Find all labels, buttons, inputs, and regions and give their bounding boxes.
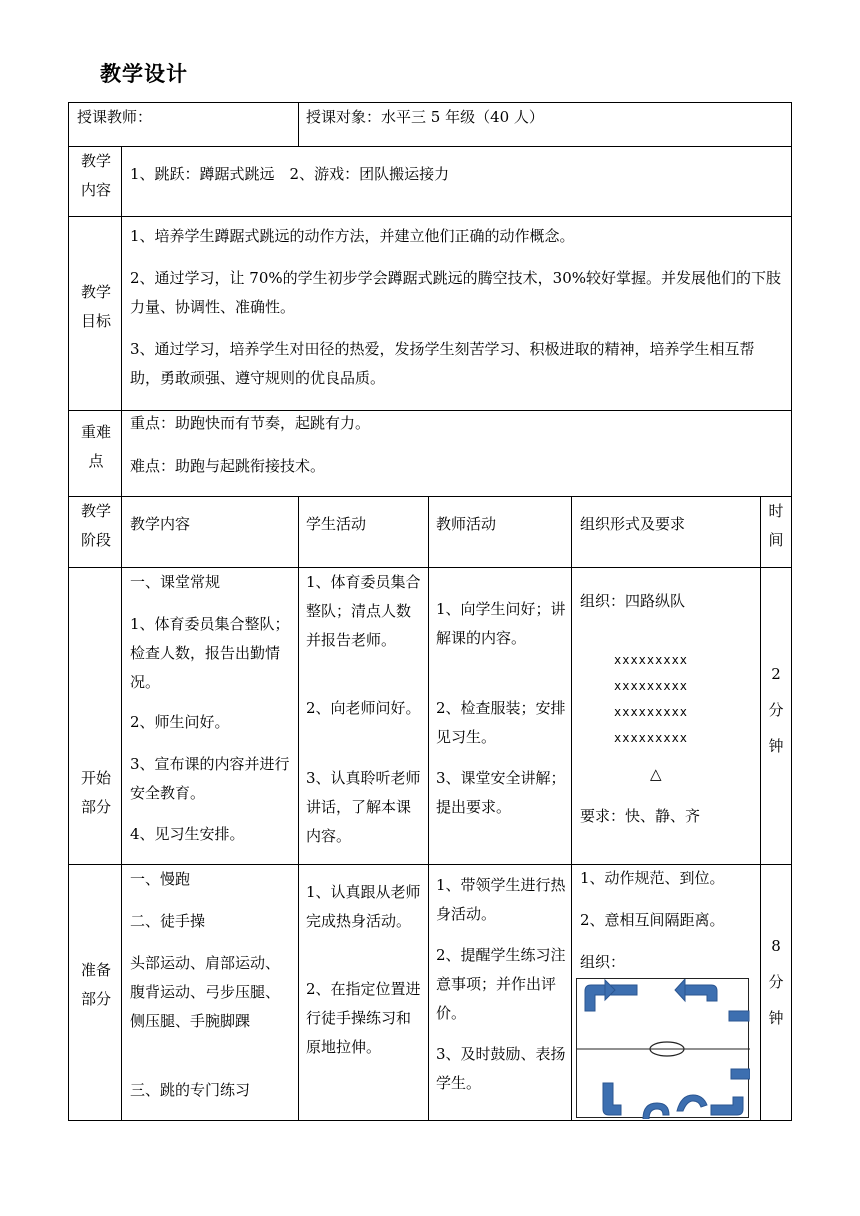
start-stage: 开始 部分 [80,769,111,816]
prep-content-item: 二、徒手操 [130,912,206,930]
prep-content-item: 一、慢跑 [130,870,191,888]
page-title: 教学设计 [100,62,188,86]
col-time: 时 间 [768,502,784,549]
key-point: 重点：助跑快而有节奏，起跳有力。 [130,414,371,432]
teacher-position-triangle-icon: △ [650,765,662,783]
goal-item: 2、通过学习，让 70%的学生初步学会蹲踞式跳远的腾空技术，30%较好掌握。并发展他们的下肢力量、协调性、准确性。 [130,269,781,316]
run-arrow-icon [711,1097,743,1115]
formation-row: xxxxxxxxx [614,679,689,693]
prep-content-item: 三、跳的专门练习 [130,1081,251,1099]
start-teacher-item: 3、课堂安全讲解；提出要求。 [436,769,566,816]
start-org-title: 组织：四路纵队 [580,592,686,610]
run-arrow-icon [603,1083,621,1115]
formation-row: xxxxxxxxx [614,653,689,667]
run-arrow-icon [681,985,717,1001]
prep-teacher-item: 3、及时鼓励、表扬学生。 [436,1045,566,1092]
arrow-head-icon [675,979,685,1001]
prep-requirement: 2、意相互间隔距离。 [580,911,725,929]
content-text: 1、跳跃：蹲踞式跳远 2、游戏：团队搬运接力 [130,165,450,183]
prep-stage: 准备 部分 [80,961,111,1008]
prep-teacher-item: 1、带领学生进行热身活动。 [436,876,566,923]
col-stage: 教学 阶段 [80,502,111,549]
start-content-item: 2、师生问好。 [130,713,230,731]
start-content-item: 3、宣布课的内容并进行安全教育。 [130,755,290,802]
start-student-item: 3、认真聆听老师讲话，了解本课内容。 [306,769,421,845]
run-marker-icon [729,1011,749,1021]
turn-arrow-icon [677,1095,707,1111]
field-diagram [576,978,749,1118]
arrow-head-icon [605,980,615,1000]
content-label: 教学 内容 [80,152,111,199]
goal-item: 1、培养学生蹲踞式跳远的动作方法，并建立他们正确的动作概念。 [130,227,575,245]
turn-arrow-icon [643,1103,669,1119]
col-organization: 组织形式及要求 [580,515,686,533]
start-content-item: 1、体育委员集合整队；检查人数，报告出勤情况。 [130,615,290,691]
prep-requirement: 1、动作规范、到位。 [580,869,725,887]
start-requirement: 要求：快、静、齐 [580,807,701,825]
prep-org-title: 组织： [580,953,626,971]
formation-row: xxxxxxxxx [614,705,689,719]
col-content: 教学内容 [130,515,191,533]
keypoints-label: 重难 点 [80,423,111,470]
prep-student-item: 1、认真跟从老师完成热身活动。 [306,883,421,930]
target-label: 授课对象：水平三 5 年级（40 人） [306,108,544,126]
prep-time: 8 分 钟 [768,937,784,1027]
start-content-item: 一、课堂常规 [130,573,221,591]
prep-teacher-item: 2、提醒学生练习注意事项；并作出评价。 [436,946,566,1022]
goals-label: 教学 目标 [80,283,111,330]
start-content-item: 4、见习生安排。 [130,825,245,843]
goal-item: 3、通过学习，培养学生对田径的热爱，发扬学生刻苦学习、积极进取的精神，培养学生相互帮助，勇敢顽强、遵守规则的优良品质。 [130,340,755,387]
formation-row: xxxxxxxxx [614,731,689,745]
start-student-item: 1、体育委员集合整队；清点人数并报告老师。 [306,573,421,649]
start-student-item: 2、向老师问好。 [306,699,421,717]
prep-student-item: 2、在指定位置进行徒手操练习和原地拉伸。 [306,980,421,1056]
start-teacher-item: 1、向学生问好；讲解课的内容。 [436,600,566,647]
teacher-label: 授课教师： [77,108,153,126]
col-teacher: 教师活动 [436,515,497,533]
difficulty-point: 难点：助跑与起跳衔接技术。 [130,457,326,475]
start-time: 2 分 钟 [768,665,784,755]
run-marker-icon [731,1069,750,1079]
start-teacher-item: 2、检查服装；安排见习生。 [436,699,566,746]
prep-content-item: 头部运动、肩部运动、腹背运动、弓步压腿、侧压腿、手腕脚踝 [130,954,281,1030]
col-students: 学生活动 [306,515,367,533]
